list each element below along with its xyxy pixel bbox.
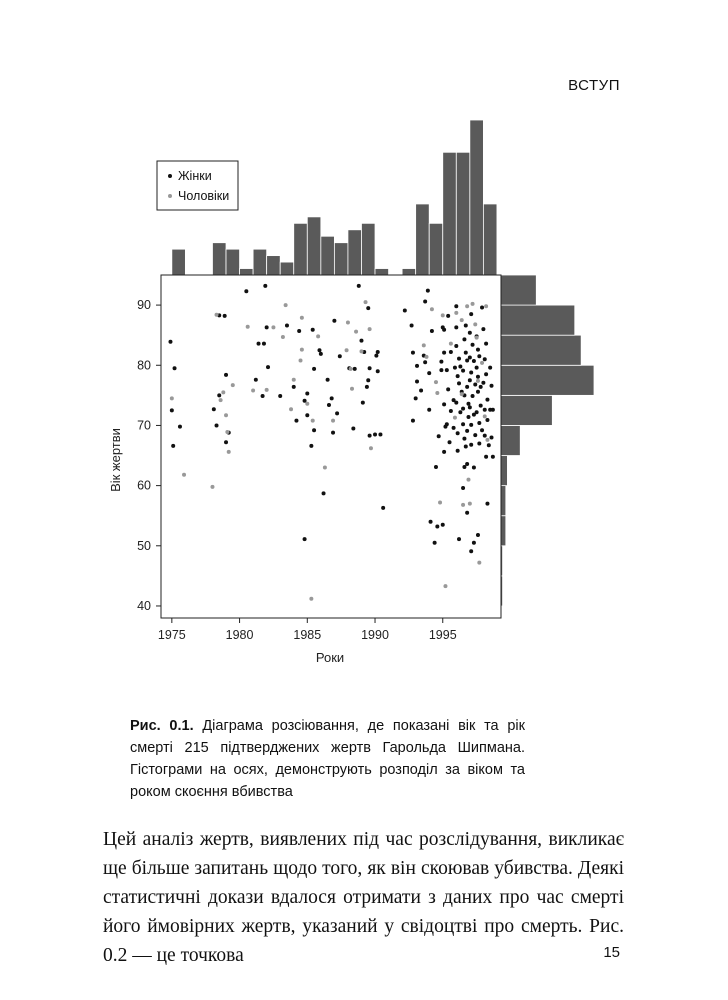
point-choloviky xyxy=(473,322,477,326)
point-choloviky xyxy=(466,478,470,482)
point-zhinky xyxy=(476,375,480,379)
point-zhinky xyxy=(445,422,449,426)
point-zhinky xyxy=(472,541,476,545)
point-zhinky xyxy=(439,360,443,364)
point-zhinky xyxy=(469,370,473,374)
point-choloviky xyxy=(300,348,304,352)
point-zhinky xyxy=(173,366,177,370)
x-axis xyxy=(158,618,457,642)
legend-label-zhinky: Жінки xyxy=(178,169,212,183)
point-zhinky xyxy=(472,466,476,470)
histogram-bar-year xyxy=(375,269,389,275)
x-tick-label: 1995 xyxy=(428,628,457,642)
point-zhinky xyxy=(381,506,385,510)
point-zhinky xyxy=(224,373,228,377)
point-choloviky xyxy=(309,597,313,601)
point-zhinky xyxy=(331,431,335,435)
point-choloviky xyxy=(461,503,465,507)
point-zhinky xyxy=(217,393,221,397)
point-choloviky xyxy=(281,335,285,339)
point-zhinky xyxy=(464,351,468,355)
point-zhinky xyxy=(423,299,427,303)
point-zhinky xyxy=(484,372,488,376)
point-zhinky xyxy=(476,390,480,394)
point-choloviky xyxy=(300,316,304,320)
section-header: ВСТУП xyxy=(568,77,620,94)
point-zhinky xyxy=(454,401,458,405)
point-zhinky xyxy=(456,431,460,435)
point-zhinky xyxy=(335,411,339,415)
point-choloviky xyxy=(292,378,296,382)
point-zhinky xyxy=(441,523,445,527)
point-zhinky xyxy=(480,305,484,309)
point-choloviky xyxy=(483,414,487,418)
point-choloviky xyxy=(227,450,231,454)
body-paragraph: Цей аналіз жертв, виявлених під час розслідування, викликає ще більше запитань щодо того, як він скоював убивства. Деякі статистичні докази вдалося отримати з даних про час смерті його ймовірних жертв, указаний у свідоцтві про смерть. Рис. 0.2 — це точкова xyxy=(103,829,624,966)
point-zhinky xyxy=(487,443,491,447)
point-zhinky xyxy=(212,407,216,411)
point-zhinky xyxy=(294,419,298,423)
point-zhinky xyxy=(449,350,453,354)
point-zhinky xyxy=(419,389,423,393)
histogram-bar-year xyxy=(212,243,226,275)
point-choloviky xyxy=(422,343,426,347)
histogram-right xyxy=(501,275,594,606)
point-zhinky xyxy=(353,367,357,371)
point-zhinky xyxy=(326,378,330,382)
point-zhinky xyxy=(257,342,261,346)
legend-marker-choloviky xyxy=(168,194,172,198)
point-zhinky xyxy=(305,392,309,396)
point-choloviky xyxy=(350,387,354,391)
point-choloviky xyxy=(354,330,358,334)
point-zhinky xyxy=(448,440,452,444)
point-zhinky xyxy=(376,369,380,373)
point-choloviky xyxy=(369,446,373,450)
point-zhinky xyxy=(403,309,407,313)
point-zhinky xyxy=(427,371,431,375)
y-tick-label: 80 xyxy=(137,358,151,373)
point-zhinky xyxy=(469,549,473,553)
point-zhinky xyxy=(468,355,472,359)
point-zhinky xyxy=(423,360,427,364)
histogram-bar-year xyxy=(321,236,335,275)
point-zhinky xyxy=(477,354,481,358)
point-zhinky xyxy=(476,533,480,537)
point-zhinky xyxy=(446,314,450,318)
point-zhinky xyxy=(462,465,466,469)
point-zhinky xyxy=(434,465,438,469)
point-zhinky xyxy=(366,306,370,310)
point-choloviky xyxy=(182,473,186,477)
histogram-bar-year xyxy=(334,243,348,275)
point-zhinky xyxy=(462,437,466,441)
point-zhinky xyxy=(473,383,477,387)
point-zhinky xyxy=(415,364,419,368)
point-zhinky xyxy=(305,413,309,417)
point-choloviky xyxy=(424,355,428,359)
y-tick-label: 90 xyxy=(137,298,151,313)
point-zhinky xyxy=(471,343,475,347)
scatter-points xyxy=(168,284,494,601)
point-zhinky xyxy=(466,415,470,419)
point-zhinky xyxy=(351,426,355,430)
point-zhinky xyxy=(414,396,418,400)
point-zhinky xyxy=(359,339,363,343)
point-zhinky xyxy=(466,402,470,406)
point-zhinky xyxy=(427,408,431,412)
histogram-bar-year xyxy=(402,269,416,275)
histogram-bar-year xyxy=(280,262,294,275)
histogram-bar-year xyxy=(348,230,362,275)
point-zhinky xyxy=(481,327,485,331)
point-choloviky xyxy=(305,402,309,406)
point-zhinky xyxy=(215,423,219,427)
point-zhinky xyxy=(312,428,316,432)
point-zhinky xyxy=(476,348,480,352)
y-tick-label: 70 xyxy=(137,418,151,433)
point-zhinky xyxy=(365,385,369,389)
point-zhinky xyxy=(322,491,326,495)
point-zhinky xyxy=(244,289,248,293)
point-zhinky xyxy=(330,396,334,400)
histogram-bar-age xyxy=(501,305,575,335)
point-choloviky xyxy=(477,561,481,565)
point-zhinky xyxy=(475,366,479,370)
point-choloviky xyxy=(460,392,464,396)
point-zhinky xyxy=(374,354,378,358)
point-zhinky xyxy=(170,408,174,412)
y-tick-label: 60 xyxy=(137,478,151,493)
point-choloviky xyxy=(475,336,479,340)
point-zhinky xyxy=(480,428,484,432)
point-zhinky xyxy=(415,380,419,384)
point-zhinky xyxy=(297,329,301,333)
point-zhinky xyxy=(457,357,461,361)
legend-marker-zhinky xyxy=(168,174,172,178)
point-choloviky xyxy=(299,358,303,362)
point-zhinky xyxy=(485,418,489,422)
point-zhinky xyxy=(317,348,321,352)
point-zhinky xyxy=(361,401,365,405)
point-zhinky xyxy=(285,324,289,328)
point-choloviky xyxy=(438,500,442,504)
histogram-bar-age xyxy=(501,486,506,516)
histogram-bar-year xyxy=(429,223,443,275)
point-zhinky xyxy=(461,407,465,411)
histogram-bar-age xyxy=(501,395,552,425)
histogram-bar-age xyxy=(501,365,594,395)
histogram-bar-age xyxy=(501,275,536,305)
point-choloviky xyxy=(311,419,315,423)
point-choloviky xyxy=(465,304,469,308)
point-zhinky xyxy=(430,329,434,333)
y-axis xyxy=(137,298,161,613)
body-text xyxy=(103,825,624,970)
point-zhinky xyxy=(469,312,473,316)
point-choloviky xyxy=(434,380,438,384)
point-zhinky xyxy=(376,350,380,354)
histogram-bar-year xyxy=(240,269,254,275)
x-tick-label: 1990 xyxy=(361,628,389,642)
plot-frame xyxy=(161,275,501,618)
point-choloviky xyxy=(484,304,488,308)
histogram-bar-year xyxy=(253,249,267,275)
point-choloviky xyxy=(471,302,475,306)
point-zhinky xyxy=(433,541,437,545)
histogram-bar-year xyxy=(456,152,470,275)
point-zhinky xyxy=(435,525,439,529)
point-choloviky xyxy=(453,416,457,420)
caption-text: Діаграма розсіювання, де показані вік та рік смерті 215 підтверджених жертв Гарольда Шипмана. Гістограми на осях, демонструють розподіл за віком та роком скоєння вбивства xyxy=(130,718,525,800)
point-zhinky xyxy=(464,324,468,328)
point-zhinky xyxy=(178,425,182,429)
point-choloviky xyxy=(170,396,174,400)
point-zhinky xyxy=(442,402,446,406)
point-zhinky xyxy=(429,520,433,524)
point-zhinky xyxy=(411,351,415,355)
point-choloviky xyxy=(284,303,288,307)
point-choloviky xyxy=(435,391,439,395)
point-zhinky xyxy=(456,374,460,378)
y-axis-title: Вік жертви xyxy=(108,428,123,492)
point-zhinky xyxy=(410,324,414,328)
point-zhinky xyxy=(458,364,462,368)
point-zhinky xyxy=(465,358,469,362)
point-zhinky xyxy=(462,337,466,341)
histogram-bar-year xyxy=(443,152,457,275)
point-zhinky xyxy=(484,342,488,346)
x-tick-label: 1980 xyxy=(225,628,254,642)
point-zhinky xyxy=(468,378,472,382)
point-zhinky xyxy=(445,368,449,372)
point-zhinky xyxy=(465,462,469,466)
point-zhinky xyxy=(465,511,469,515)
point-zhinky xyxy=(411,419,415,423)
point-choloviky xyxy=(224,413,228,417)
point-zhinky xyxy=(338,354,342,358)
point-zhinky xyxy=(278,394,282,398)
point-zhinky xyxy=(481,381,485,385)
point-zhinky xyxy=(468,331,472,335)
point-zhinky xyxy=(266,365,270,369)
point-choloviky xyxy=(316,334,320,338)
point-zhinky xyxy=(168,340,172,344)
legend xyxy=(157,161,238,210)
point-zhinky xyxy=(461,486,465,490)
point-zhinky xyxy=(319,352,323,356)
histogram-bar-year xyxy=(267,256,281,275)
point-zhinky xyxy=(446,387,450,391)
figure-caption xyxy=(130,715,525,803)
point-zhinky xyxy=(171,444,175,448)
point-zhinky xyxy=(479,404,483,408)
histogram-bar-year xyxy=(172,249,186,275)
point-choloviky xyxy=(443,584,447,588)
point-zhinky xyxy=(453,366,457,370)
point-zhinky xyxy=(368,434,372,438)
point-zhinky xyxy=(442,450,446,454)
point-zhinky xyxy=(477,421,481,425)
point-zhinky xyxy=(426,289,430,293)
point-zhinky xyxy=(312,367,316,371)
point-zhinky xyxy=(373,432,377,436)
histogram-bar-year xyxy=(294,223,308,275)
point-zhinky xyxy=(465,385,469,389)
point-zhinky xyxy=(439,368,443,372)
point-zhinky xyxy=(309,444,313,448)
point-zhinky xyxy=(254,378,258,382)
histogram-bar-year xyxy=(361,223,375,275)
histogram-bar-year xyxy=(416,204,430,275)
point-choloviky xyxy=(449,342,453,346)
point-zhinky xyxy=(303,537,307,541)
y-tick-label: 50 xyxy=(137,538,151,553)
point-zhinky xyxy=(477,441,481,445)
point-zhinky xyxy=(454,344,458,348)
point-choloviky xyxy=(231,383,235,387)
point-zhinky xyxy=(483,357,487,361)
point-choloviky xyxy=(323,466,327,470)
histogram-bar-year xyxy=(483,204,497,275)
point-zhinky xyxy=(469,443,473,447)
point-zhinky xyxy=(454,304,458,308)
histogram-bar-age xyxy=(501,516,506,546)
histogram-bar-year xyxy=(307,217,321,275)
point-choloviky xyxy=(460,318,464,322)
point-zhinky xyxy=(465,429,469,433)
point-choloviky xyxy=(441,313,445,317)
point-zhinky xyxy=(491,408,495,412)
point-zhinky xyxy=(468,405,472,409)
point-choloviky xyxy=(271,325,275,329)
point-zhinky xyxy=(458,410,462,414)
point-zhinky xyxy=(378,432,382,436)
histogram-bar-age xyxy=(501,335,581,365)
point-zhinky xyxy=(461,422,465,426)
point-choloviky xyxy=(210,485,214,489)
x-axis-title: Роки xyxy=(315,650,345,665)
point-zhinky xyxy=(461,369,465,373)
point-choloviky xyxy=(454,311,458,315)
x-tick-label: 1975 xyxy=(157,628,186,642)
point-zhinky xyxy=(262,342,266,346)
point-choloviky xyxy=(430,307,434,311)
point-zhinky xyxy=(490,384,494,388)
point-zhinky xyxy=(488,366,492,370)
point-choloviky xyxy=(251,389,255,393)
point-choloviky xyxy=(221,390,225,394)
point-choloviky xyxy=(215,313,219,317)
caption-label: Рис. 0.1. xyxy=(130,718,194,734)
point-choloviky xyxy=(480,361,484,365)
point-choloviky xyxy=(345,348,349,352)
point-choloviky xyxy=(219,398,223,402)
y-tick-label: 40 xyxy=(137,598,151,613)
point-zhinky xyxy=(357,284,361,288)
point-zhinky xyxy=(456,449,460,453)
point-zhinky xyxy=(224,440,228,444)
point-zhinky xyxy=(332,319,336,323)
point-zhinky xyxy=(485,398,489,402)
page-number: 15 xyxy=(603,944,620,961)
point-zhinky xyxy=(490,435,494,439)
point-zhinky xyxy=(484,455,488,459)
point-zhinky xyxy=(469,423,473,427)
point-zhinky xyxy=(449,409,453,413)
point-choloviky xyxy=(265,388,269,392)
histogram-bar-year xyxy=(226,249,240,275)
point-choloviky xyxy=(364,300,368,304)
point-zhinky xyxy=(442,328,446,332)
point-zhinky xyxy=(479,385,483,389)
histogram-bar-age xyxy=(501,456,507,486)
point-zhinky xyxy=(471,394,475,398)
point-zhinky xyxy=(483,408,487,412)
point-choloviky xyxy=(468,502,472,506)
point-choloviky xyxy=(485,438,489,442)
point-zhinky xyxy=(442,351,446,355)
point-zhinky xyxy=(457,537,461,541)
point-zhinky xyxy=(327,403,331,407)
point-zhinky xyxy=(437,434,441,438)
point-zhinky xyxy=(303,399,307,403)
histogram-bar-age xyxy=(501,425,520,455)
point-zhinky xyxy=(475,410,479,414)
point-choloviky xyxy=(289,407,293,411)
point-zhinky xyxy=(457,381,461,385)
point-zhinky xyxy=(452,426,456,430)
point-zhinky xyxy=(366,378,370,382)
point-choloviky xyxy=(349,367,353,371)
point-zhinky xyxy=(263,284,267,288)
histogram-bar-year xyxy=(470,120,484,275)
point-choloviky xyxy=(359,349,363,353)
point-choloviky xyxy=(346,321,350,325)
legend-label-choloviky: Чоловіки xyxy=(178,189,230,203)
point-choloviky xyxy=(225,430,229,434)
point-zhinky xyxy=(261,394,265,398)
point-choloviky xyxy=(476,379,480,383)
point-zhinky xyxy=(368,366,372,370)
point-choloviky xyxy=(246,325,250,329)
point-zhinky xyxy=(472,359,476,363)
x-tick-label: 1985 xyxy=(293,628,322,642)
point-zhinky xyxy=(292,385,296,389)
point-zhinky xyxy=(464,445,468,449)
point-choloviky xyxy=(331,419,335,423)
point-zhinky xyxy=(491,455,495,459)
point-choloviky xyxy=(368,327,372,331)
point-zhinky xyxy=(485,502,489,506)
point-zhinky xyxy=(311,328,315,332)
point-zhinky xyxy=(483,434,487,438)
point-zhinky xyxy=(454,325,458,329)
point-zhinky xyxy=(265,325,269,329)
point-zhinky xyxy=(223,314,227,318)
point-zhinky xyxy=(473,433,477,437)
